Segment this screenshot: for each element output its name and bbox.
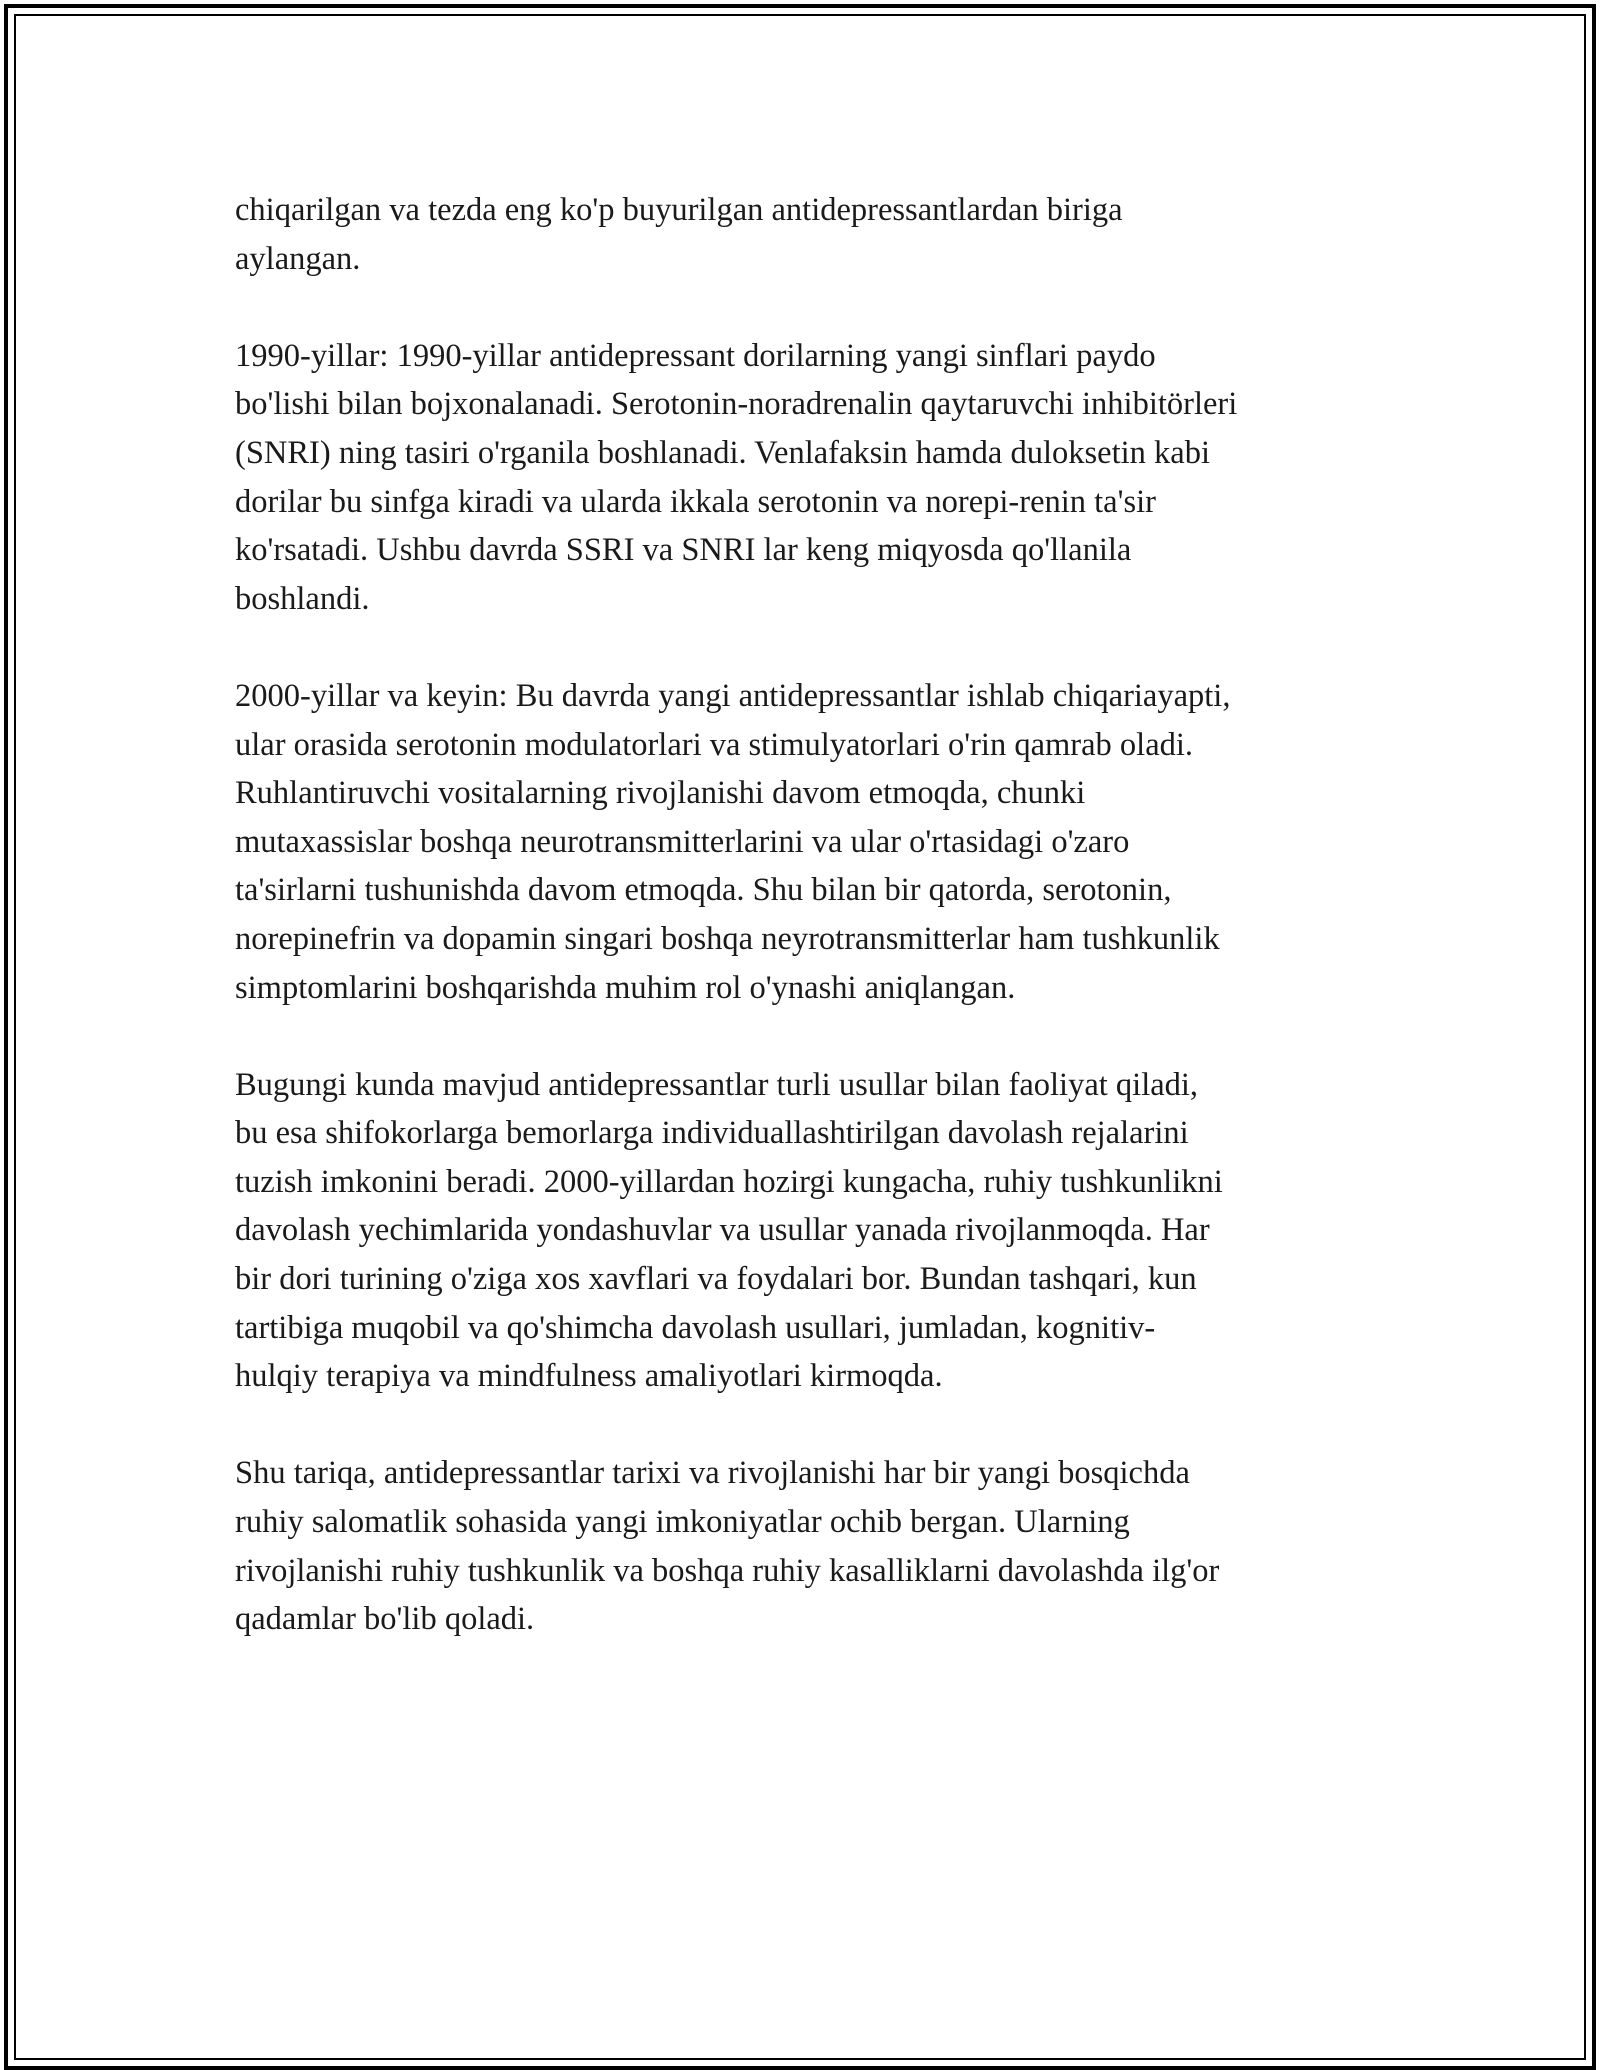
paragraph-2000s: 2000-yillar va keyin: Bu davrda yangi antidepressantlar ishlab chiqariayapti, ular orasida serotonin modulatorlari va stimulyatorlari o'rin qamrab oladi. Ruhlantiruvchi vositalarning rivojlanishi davom etmoqda, chunki mutaxassislar boshqa neurotransmitterlarini va ular o'rtasidagi o'zaro ta'sirlarni tushunishda davom etmoqda. Shu bilan bir qatorda, serotonin, norepinefrin va dopamin singari boshqa neyrotransmitterlar ham tushkunlik simptomlarini boshqarishda muhim rol o'ynashi aniqlangan. [235,677,1231,1006]
paragraph-today: Bugungi kunda mavjud antidepressantlar turli usullar bilan faoliyat qiladi, bu esa shifokorlarga bemorlarga individuallashtirilgan davolash rejalarini tuzish imkonini beradi. 2000-yillardan hozirgi kungacha, ruhiy tushkunlikni davolash yechimlarida yondashuvlar va usullar yanada rivojlanmoqda. Har bir dori turining o'ziga xos xavflari va foydalari bor. Bundan tashqari, kun tartibiga muqobil va qo'shimcha davolash usullari, jumladan, kognitiv- hulqiy terapiya va mindfulness amaliyotlari kirmoqda. [235,1066,1223,1395]
paragraph-1990s: 1990-yillar: 1990-yillar antidepressant dorilarning yangi sinflari paydo bo'lishi bilan bojxonalanadi. Serotonin-noradrenalin qaytaruvchi inhibitörleri (SNRI) ning tasiri o'rganila boshlanadi. Venlafaksin hamda duloksetin kabi dorilar bu sinfga kiradi va ularda ikkala serotonin va norepi-renin ta'sir ko'rsatadi. Ushbu davrda SSRI va SNRI lar keng miqyosda qo'llanila boshlandi. [235,337,1238,617]
paragraph-continuation: chiqarilgan va tezda eng ko'p buyurilgan antidepressantlardan biriga aylangan. [235,192,1123,277]
paragraph-conclusion: Shu tariqa, antidepressantlar tarixi va rivojlanishi har bir yangi bosqichda ruhiy salomatlik sohasida yangi imkoniyatlar ochib bergan. Ularning rivojlanishi ruhiy tushkunlik va boshqa ruhiy kasalliklarni davolashda ilg'or qadamlar bo'lib qoladi. [235,1455,1220,1638]
document-body [235,186,1395,1692]
